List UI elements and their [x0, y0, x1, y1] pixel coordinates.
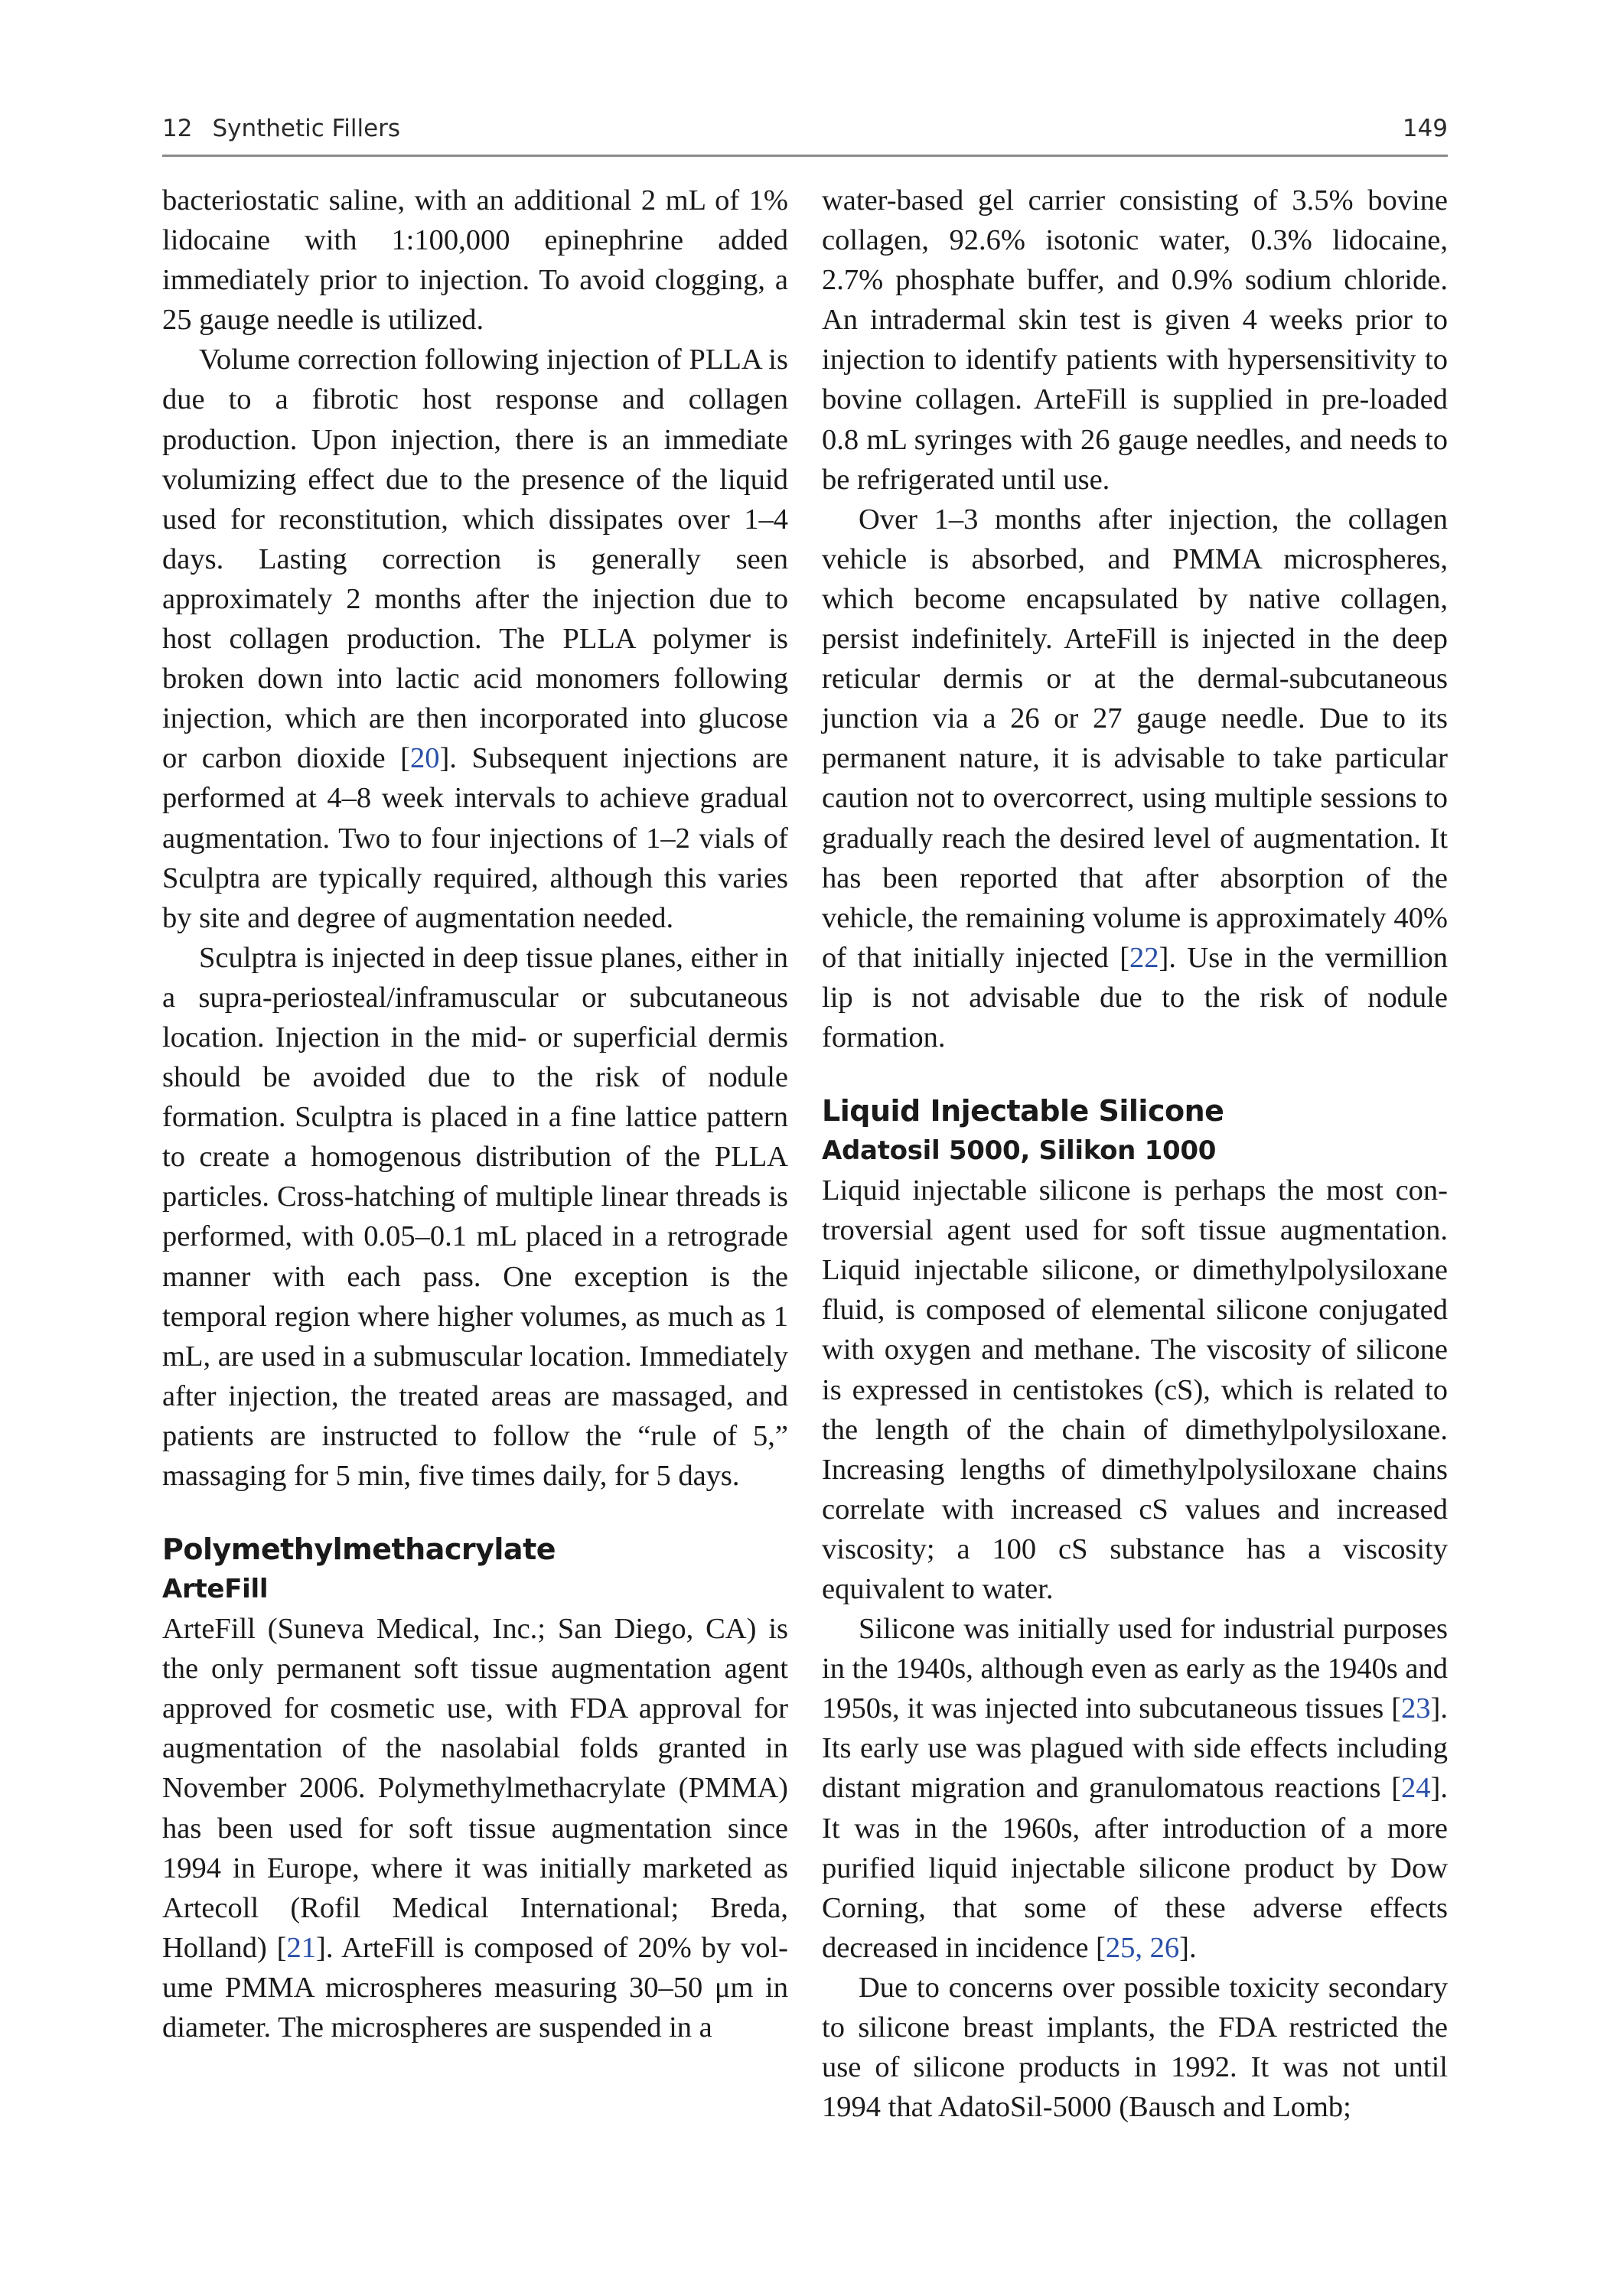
text-run: Silicone was initially used for industrial purposes in the 1940s, although even as early as the 1940s and 1950s, it was injected into subcutaneous tissues [ — [822, 1613, 1448, 1725]
text-run: ]. Subsequent injections are performed at 4–8 week intervals to achieve gradual augmentation. Two to four injections of 1–2 vials of Sculptra are typically required, although this varies by site and degree of augmentation needed. — [162, 742, 788, 934]
text-run: ArteFill (Suneva Medical, Inc.; San Diego, CA) is the only permanent soft tissue augmentation agent approved for cosmetic use, with FDA approval for augmentation of the nasolabial folds granted in November 2006. Polymethylmethacrylate (PMMA) has been used for soft tissue augmentation since 1994 in Europe, where it was initially marketed as Artecoll (Rofil Medical International; Breda, Holland) [ — [162, 1613, 788, 1964]
chapter-title: Synthetic Fillers — [212, 115, 401, 142]
left-column — [162, 181, 788, 2047]
section-heading: Liquid Injectable Silicone — [822, 1094, 1224, 1128]
section-subheading: Adatosil 5000, Silikon 1000 — [822, 1135, 1217, 1167]
citation-link[interactable]: 21 — [286, 1931, 317, 1964]
text-run: ]. ArteFill is composed of 20% by volume PMMA microspheres measuring 30–50 μm in diameter. The microspheres are suspended in a — [162, 1931, 788, 2044]
header-rule — [162, 155, 1448, 157]
section-heading: Polymethylmethacrylate — [162, 1532, 556, 1567]
citation-link[interactable]: 22 — [1129, 941, 1159, 974]
running-header-chapter — [162, 115, 400, 142]
text-run: Over 1–3 months after injection, the collagen vehicle is absorbed, and PMMA microspheres, which become encapsulated by native collagen, persist indefinitely. ArteFill is injected in the deep reticular dermis or at the dermal-subcutaneous junction via a 26 or 27 gauge needle. Due to its permanent nature, it is advisable to take particular caution not to overcorrect, using multiple sessions to gradually reach the desired level of augmentation. It has been reported that after absorption of the vehicle, the remaining volume is approximately 40% of that initially injected [ — [822, 503, 1448, 974]
body-paragraph — [822, 1609, 1448, 1968]
citation-link[interactable]: 24 — [1401, 1772, 1431, 1805]
page-number: 149 — [1402, 115, 1448, 142]
body-paragraph — [822, 500, 1448, 1057]
text-run: ]. Use in the vermillion lip is not advisable due to the risk of nodule formation. — [822, 941, 1448, 1054]
running-header — [162, 110, 1448, 148]
text-run: ]. Its early use was plagued with side effects including distant migration and granulomatous reactions [ — [822, 1692, 1448, 1805]
citation-link[interactable]: 23 — [1401, 1692, 1431, 1725]
body-paragraph: Liquid injectable silicone is perhaps the most controversial agent used for soft tissue augmentation. Liquid injectable silicone, or dimethylpolysiloxane fluid, is composed of elemental silicone conjugated with oxygen and methane. The viscosity of silicone is expressed in centistokes (cS), which is related to the length of the chain of dimethylpolysiloxane. Increasing lengths of dimethylpolysiloxane chains correlate with increased cS values and increased viscosity; a 100 cS substance has a viscosity equivalent to water. — [822, 1174, 1448, 1605]
chapter-number: 12 — [162, 115, 193, 142]
section-subheading: ArteFill — [162, 1574, 269, 1605]
text-run: ]. It was in the 1960s, after introduction of a more purified liquid injectable silicone product by Dow Corning, that some of these adverse effects decreased in incidence [ — [822, 1772, 1448, 1964]
text-run: ]. — [1179, 1931, 1197, 1964]
body-paragraph: Due to concerns over possible toxicity secondary to silicone breast implants, the FDA restricted the use of silicone products in 1992. It was not until 1994 that AdatoSil-5000 (Bausch and Lomb; — [822, 1971, 1448, 2124]
right-column — [822, 181, 1448, 2127]
citation-link[interactable]: 25, 26 — [1105, 1931, 1180, 1964]
text-run: Volume correction following injection of PLLA is due to a fibrotic host response and collagen production. Upon injection, there is an immediate volumizing effect due to the presence of the liquid used for reconstitution, which dissipates over 1–4 days. Lasting correction is generally seen approximately 2 months after the injection due to host collagen production. The PLLA polymer is broken down into lactic acid monomers following injection, which are then incorporated into glucose or carbon dioxide [ — [162, 344, 788, 775]
body-paragraph — [162, 1609, 788, 2047]
body-paragraph: bacteriostatic saline, with an additional 2 mL of 1% lidocaine with 1:100,000 epinephrine added immediately prior to injection. To avoid clogging, a 25 gauge needle is utilized. — [162, 184, 788, 337]
body-paragraph: water-based gel carrier consisting of 3.5% bovine collagen, 92.6% isotonic water, 0.3% lidocaine, 2.7% phosphate buffer, and 0.9% sodium chloride. An intradermal skin test is given 4 weeks prior to injection to identify patients with hypersensitivity to bovine collagen. ArteFill is supplied in pre-loaded 0.8 mL syringes with 26 gauge needles, and needs to be refrigerated until use. — [822, 184, 1448, 496]
body-paragraph: Sculptra is injected in deep tissue planes, either in a supra-periosteal/inframuscular or subcutaneous location. Injection in the mid- or superficial dermis should be avoided due to the risk of nodule formation. Sculptra is placed in a fine lattice pattern to create a homogenous distribution of the PLLA particles. Cross-hatching of multiple linear threads is performed, with 0.05–0.1 mL placed in a retrograde manner with each pass. One exception is the temporal region where higher volumes, as much as 1 mL, are used in a submuscular location. Immediately after injection, the treated areas are massaged, and patients are instructed to follow the “rule of 5,” massaging for 5 min, five times daily, for 5 days. — [162, 941, 788, 1492]
body-paragraph — [162, 340, 788, 937]
citation-link[interactable]: 20 — [409, 742, 440, 775]
